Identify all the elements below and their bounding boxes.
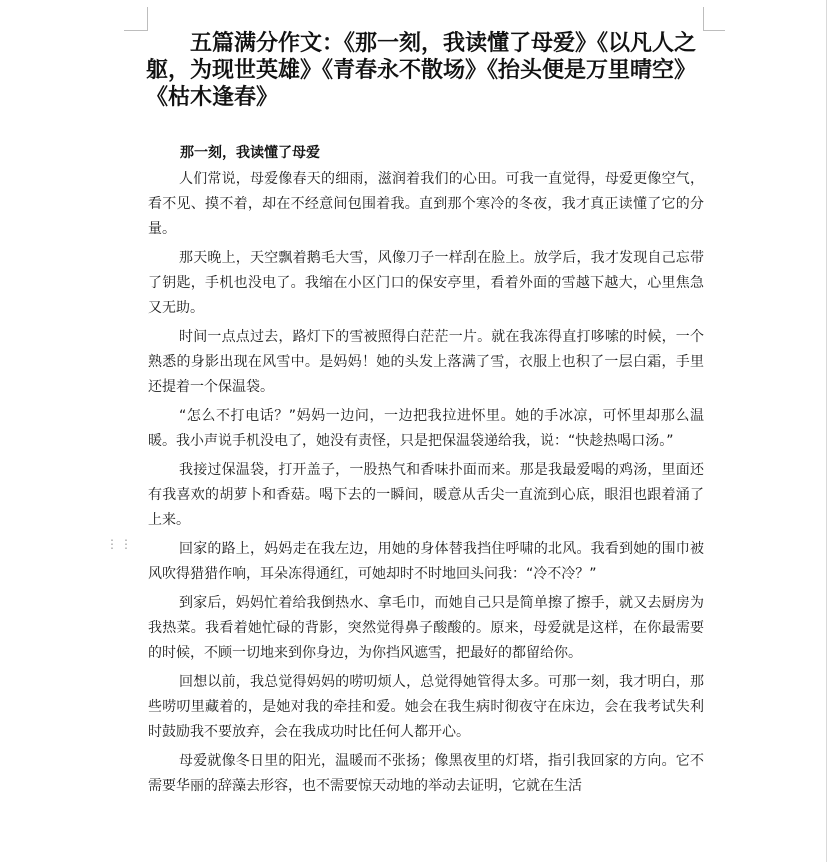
essay-heading[interactable]: 那一刻，我读懂了母爱 [180, 145, 320, 161]
paragraph-drag-handle-icon[interactable]: ⋮⋮ [106, 537, 134, 551]
paragraph[interactable]: “怎么不打电话？”妈妈一边问，一边把我拉进怀里。她的手冰凉，可怀里却那么温暖。我小声说手机没电了，她没有责怪，只是把保温袋递给我，说：“快趁热喝口汤。” [148, 408, 704, 449]
paragraph[interactable]: 回想以前，我总觉得妈妈的唠叨烦人，总觉得她管得太多。可那一刻，我才明白，那些唠叨里藏着的，是她对我的牵挂和爱。她会在我生病时彻夜守在床边，会在我考试失利时鼓励我不要放弃，会在我成功时比任何人都开心。 [148, 674, 704, 740]
paragraph[interactable]: 母爱就像冬日里的阳光，温暖而不张扬；像黑夜里的灯塔，指引我回家的方向。它不需要华丽的辞藻去形容，也不需要惊天动地的举动去证明，它就在生活 [148, 753, 704, 794]
essay-body [148, 167, 704, 803]
paragraph[interactable]: 人们常说，母爱像春天的细雨，滋润着我们的心田。可我一直觉得，母爱更像空气，看不见、摸不着，却在不经意间包围着我。直到那个寒冷的冬夜，我才真正读懂了它的分量。 [148, 171, 704, 237]
paragraph[interactable]: 那天晚上，天空飘着鹅毛大雪，风像刀子一样刮在脸上。放学后，我才发现自己忘带了钥匙，手机也没电了。我缩在小区门口的保安亭里，看着外面的雪越下越大，心里焦急又无助。 [148, 250, 704, 316]
crop-mark-top-right-horizontal [703, 30, 725, 31]
page-edge-divider [826, 0, 827, 862]
paragraph[interactable]: 回家的路上，妈妈走在我左边，用她的身体替我挡住呼啸的北风。我看到她的围巾被风吹得猎猎作响，耳朵冻得通红，可她却时不时地回头问我：“冷不冷？” [148, 541, 704, 582]
crop-mark-top-left-vertical [147, 7, 148, 31]
paragraph[interactable]: 我接过保温袋，打开盖子，一股热气和香味扑面而来。那是我最爱喝的鸡汤，里面还有我喜欢的胡萝卜和香菇。喝下去的一瞬间，暖意从舌尖一直流到心底，眼泪也跟着涌了上来。 [148, 462, 704, 528]
crop-mark-top-right-vertical [703, 7, 704, 31]
crop-mark-top-left-horizontal [124, 30, 148, 31]
document-title[interactable]: 五篇满分作文：《那一刻，我读懂了母爱》《以凡人之躯，为现世英雄》《青春永不散场》《抬头便是万里晴空》《枯木逢春》 [146, 31, 697, 110]
paragraph[interactable]: 到家后，妈妈忙着给我倒热水、拿毛巾，而她自己只是简单擦了擦手，就又去厨房为我热菜。我看着她忙碌的背影，突然觉得鼻子酸酸的。原来，母爱就是这样，在你最需要的时候，不顾一切地来到你身边，为你挡风遮雪，把最好的都留给你。 [148, 595, 704, 661]
paragraph[interactable]: 时间一点点过去，路灯下的雪被照得白茫茫一片。就在我冻得直打哆嗦的时候，一个熟悉的身影出现在风雪中。是妈妈！她的头发上落满了雪，衣服上也积了一层白霜，手里还提着一个保温袋。 [148, 329, 704, 395]
